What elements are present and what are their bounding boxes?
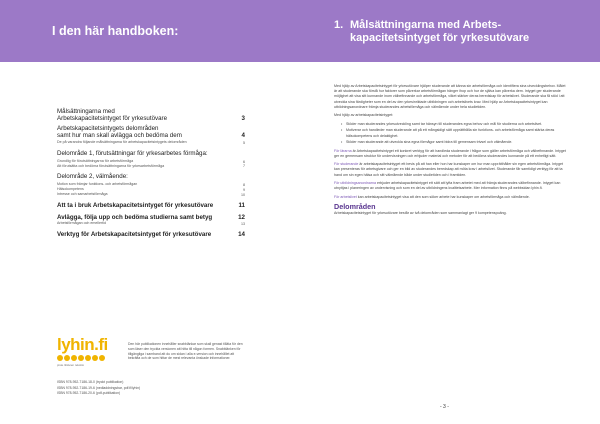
toc-subentry-text: Arbetsförmågan och emellertid [57, 220, 106, 225]
paragraph-text: är arbetskapacitetsintyget ett bevis på att han eller hon har kunskaper om hur man upprätthåller sin egen arbetsförmåga. Intyget kan presenteras för arbetsgivare och ger en bild av studerandes beredskap att möta krav i arbetslivet. Studerande får samtidigt verktyg för att ta hand om sin egen hälsa och sitt välmående både under studietiden och i framtiden. [334, 162, 563, 177]
toc-entry-subareas-page: 4 [241, 132, 245, 139]
chapter-title-line1: Målsättningarna med Arbets- [350, 19, 502, 31]
section-heading: Delområden [334, 201, 376, 211]
chapter-title-line2: kapacitetsintyget för yrkesutövare [350, 31, 530, 44]
left-page-title: I den här handboken: [52, 24, 179, 38]
body-paragraph [334, 181, 566, 191]
toc-entry-goals[interactable] [57, 108, 245, 122]
toc-entry-assessment[interactable] [57, 214, 245, 221]
chapter-number: 1. [334, 19, 344, 31]
toc-entry-tools[interactable] [57, 231, 245, 238]
toc-entry-goals-line2: Arbetskapacitetsintyget för yrkesutövare [57, 115, 168, 122]
toc-subentry-text: Att förutsätta och bedöma förutsättningarna för yrkesarbetsförmåga [57, 163, 165, 168]
isbn-line[interactable]: ISBN 978-952-7186-19-6 (nedladdningsbar, pdf.fi/lyhin) [57, 385, 141, 390]
body-paragraph: Arbetskapacitetsintyget för yrkesutövare består av två delområden som sammanlagt ger 9 kompetenspoäng. [334, 210, 507, 215]
toc-entry-text: Avlägga, följa upp och bedöma studierna samt betyg [57, 213, 213, 221]
toc-entry-page: 12 [238, 213, 245, 221]
body-paragraph [334, 149, 566, 159]
body-paragraph [334, 195, 566, 200]
toc-section-area1[interactable]: Delområde 1, förutsättningar för yrkesarbetes förmåga: [57, 149, 208, 157]
toc-subentry-page: 9 [243, 187, 245, 192]
isbn-line: ISBN 978-952-7186-20-6 (pdf-publikation) [57, 391, 121, 395]
page-number: - 3 - [440, 404, 449, 410]
logo-description: Den här publikationen innehåller snabblänkar som skall genast tilläta för den som läser den tryckta versionen att hitta till någon formen. Snabblänken för tillgängliga i samband att du om sidan i alla e-version och innehållet att bekräfta och de som hittar de mest relevanta önskade informationer. [128, 342, 243, 361]
toc-entry-subareas-line2: samt hur man skall avlägga och bedöma dem [57, 132, 182, 139]
toc-subentry-page: 8 [243, 183, 245, 188]
isbn-block [57, 380, 140, 397]
toc-entry-goals-line1: Målsättningarna med [57, 108, 115, 115]
toc-entry-text: Att ta i bruk Arbetskapacitetsintyget för yrkesutövare [57, 201, 214, 209]
toc-subentry-page: 13 [241, 221, 245, 226]
isbn-line: ISBN 978-952-7186-18-0 (tryckt publikation) [57, 380, 124, 384]
toc-subentry-page: 6 [243, 159, 245, 164]
toc-entry-page: 14 [238, 230, 245, 238]
right-page-title [334, 19, 529, 44]
toc-entry-goals-page: 3 [241, 115, 245, 122]
toc-entry-page: 11 [238, 201, 245, 209]
toc-entry-subareas-line1: Arbetskapacitetsintygets delområden [57, 125, 159, 132]
toc-subentry-text: Intresse och samarbetsförmåga [57, 191, 108, 196]
paragraph-text: kan arbetskapacitetsintyget visa att den som söker arbete har kunskaper om arbetsförmåga och välmående. [356, 194, 530, 199]
toc-subentry-text: De på varandra följande målsättningarna för arbetskapacitetsintygets delområden [57, 140, 187, 144]
toc-section-area2[interactable]: Delområde 2, välmående: [57, 173, 128, 181]
bullet-item: • Stöder man studerande att utveckla sina egna förmågor samt bidra till gemensam trivsel och välmående. [342, 140, 566, 145]
highlight-term: För utbildningsanordnarna [334, 180, 376, 185]
toc-entry-take-into-use[interactable] [57, 202, 245, 209]
paragraph-text: är Arbetskapacitetsintyget ett konkret verktyg för att handleda studerande i frågor som gäller arbetsförmåga och välbefinnande. Intyget ger en gemensam struktur för undervisningen och erbjuder material och metoder för att bedöma studerandes kunnande på ett enhetligt sätt. [334, 148, 566, 158]
bullet-item: • Stöder man studerandes yrkesutveckling samt tar hänsyn till studerandes egna behov och mål för studierna och arbetslivet. [342, 122, 566, 127]
toc-subentry[interactable] [57, 192, 245, 197]
toc-subentry-page: 7 [243, 164, 245, 169]
toc-entry-subareas[interactable] [57, 125, 245, 139]
chapter-body [334, 84, 566, 219]
paragraph-text: erbjuder arbetskapacitetsintyget ett sätt att lyfta fram arbetet med att främja studerandes välbefinnande. Intyget kan utnyttjas i planeringen av undervisning och som en del av utbildningens kvalitetsarbete. Mer information finns på webbsidan lyhin.fi. [334, 180, 561, 191]
toc-subentry-text: Grundlig för förutsättningarna för arbetsförmåga [57, 158, 134, 163]
highlight-term: För studerande [334, 162, 359, 167]
toc-subentry[interactable] [57, 164, 245, 169]
bullet-list [342, 122, 566, 146]
toc-subentry-page: 10 [241, 192, 245, 197]
toc-subentry[interactable] [57, 140, 245, 145]
body-paragraph: Med hjälp av Arbetskapacitetsintyget för yrkesutövare hjälper studerande att känna sin arbetsförmåga och identifiera sina utvecklingsbehov. Målet är att studerande ska förstå hur faktorer som påverkar arbetsförmågan hänger ihop och hur de själva kan påverka dem. Intyget ger studerande möjlighet att visa sitt kunnande inom välbefinnande och arbetsförmåga, vilket stärker deras beredskap för arbetslivet. Studerande ska få stöd i att utveckla sina färdigheter som en del av den yrkesinriktade utbildningen och arbetslivets krav. Med hjälp av Arbetskapacitetsintyget kan utbildningsanordnare främja studerandes arbetsförmåga och välmående under hela studietiden. [334, 84, 566, 109]
logo-text: lyhin.fi [57, 335, 108, 354]
toc-subentry-text: Motion som främjar funktions- och arbetsförmågan [57, 182, 138, 187]
body-paragraph [334, 162, 566, 178]
highlight-term: För lärarna [334, 148, 352, 153]
logo-tagline: piste liitävien tekstiä [57, 363, 84, 367]
toc-entry-text: Verktyg för Arbetskapacitetsintyget för yrkesutövare [57, 230, 212, 238]
table-of-contents [57, 108, 245, 238]
toc-subentry[interactable] [57, 221, 245, 226]
body-paragraph: Med hjälp av arbetskapacitetsintyget: [334, 113, 394, 118]
toc-subentry-text: Hälsokompetens [57, 187, 84, 192]
lyhin-logo[interactable] [57, 336, 115, 372]
bullet-item: • Motiverar och handleder man studerande att på ett mångsidigt sätt upprätthålla sin funktions- och arbetsförmåga samt stärka deras hälsokompetens och delaktighet. [342, 128, 566, 138]
toc-subentry-page: 5 [243, 140, 245, 145]
people-icon [57, 355, 115, 361]
highlight-term: För arbetslivet [334, 194, 357, 199]
